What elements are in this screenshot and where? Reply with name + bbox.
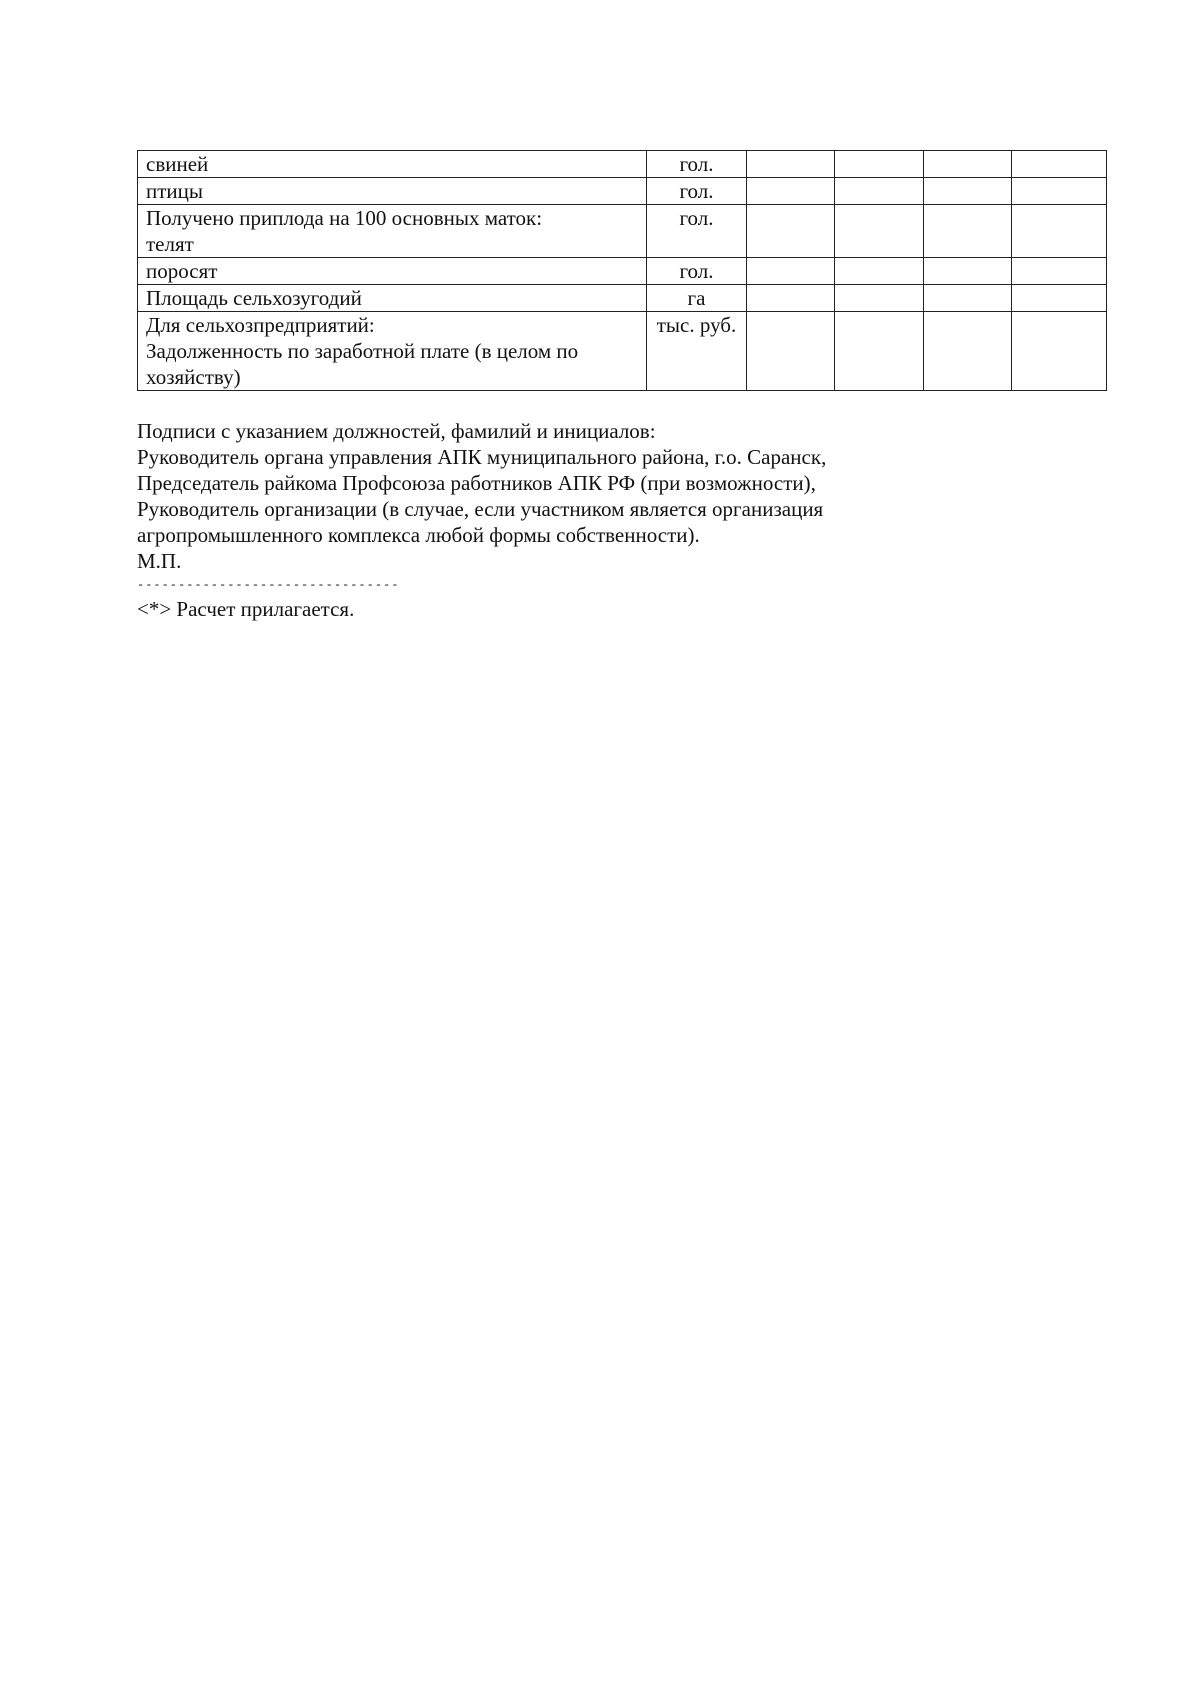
- value-cell: [747, 205, 835, 258]
- row-unit: гол.: [647, 258, 747, 285]
- row-label: [138, 205, 647, 258]
- row-label-line: телят: [146, 232, 194, 256]
- value-cell: [747, 178, 835, 205]
- row-unit: гол.: [647, 205, 747, 258]
- row-label: [138, 151, 647, 178]
- value-cell: [1012, 312, 1107, 391]
- table-body: [138, 151, 1107, 391]
- value-cell: [924, 205, 1012, 258]
- row-label-line: поросят: [146, 259, 218, 283]
- footnote-separator: --------------------------------: [137, 578, 400, 592]
- signature-line: Председатель райкома Профсоюза работников АПК РФ (при возможности),: [137, 471, 816, 495]
- table-row: [138, 205, 1107, 258]
- value-cell: [835, 285, 924, 312]
- value-cell: [924, 178, 1012, 205]
- indicators-table: [137, 150, 1107, 391]
- value-cell: [924, 151, 1012, 178]
- value-cell: [835, 178, 924, 205]
- value-cell: [835, 258, 924, 285]
- signatures-heading: Подписи с указанием должностей, фамилий и инициалов:: [137, 419, 656, 443]
- row-label-line: Площадь сельхозугодий: [146, 286, 362, 310]
- value-cell: [1012, 285, 1107, 312]
- table-row: [138, 258, 1107, 285]
- value-cell: [747, 151, 835, 178]
- table-row: [138, 285, 1107, 312]
- value-cell: [924, 285, 1012, 312]
- table-row: [138, 151, 1107, 178]
- value-cell: [1012, 178, 1107, 205]
- value-cell: [924, 312, 1012, 391]
- value-cell: [747, 258, 835, 285]
- table-row: [138, 178, 1107, 205]
- signature-line: Руководитель организации (в случае, если участником является организация: [137, 497, 824, 521]
- value-cell: [1012, 258, 1107, 285]
- row-unit: гол.: [647, 178, 747, 205]
- table-row: [138, 312, 1107, 391]
- row-label-line: Для сельхозпредприятий:: [146, 313, 375, 337]
- signatures-block: [137, 418, 1037, 622]
- value-cell: [1012, 151, 1107, 178]
- value-cell: [835, 205, 924, 258]
- row-label: [138, 258, 647, 285]
- footnote-text: <*> Расчет прилагается.: [137, 597, 355, 621]
- row-label: [138, 285, 647, 312]
- value-cell: [1012, 205, 1107, 258]
- signature-line: агропромышленного комплекса любой формы собственности).: [137, 523, 700, 547]
- row-unit: га: [647, 285, 747, 312]
- seal-placeholder: М.П.: [137, 549, 182, 573]
- value-cell: [835, 312, 924, 391]
- row-label: [138, 178, 647, 205]
- value-cell: [924, 258, 1012, 285]
- row-label-line: свиней: [146, 152, 209, 176]
- signature-line: Руководитель органа управления АПК муниципального района, г.о. Саранск,: [137, 445, 827, 469]
- value-cell: [747, 312, 835, 391]
- value-cell: [747, 285, 835, 312]
- value-cell: [835, 151, 924, 178]
- row-label: [138, 312, 647, 391]
- row-label-line: хозяйству): [146, 365, 241, 389]
- row-label-line: Получено приплода на 100 основных маток:: [146, 206, 543, 230]
- row-unit: гол.: [647, 151, 747, 178]
- row-label-line: птицы: [146, 179, 204, 203]
- row-label-line: Задолженность по заработной плате (в целом по: [146, 339, 579, 363]
- row-unit: тыс. руб.: [647, 312, 747, 391]
